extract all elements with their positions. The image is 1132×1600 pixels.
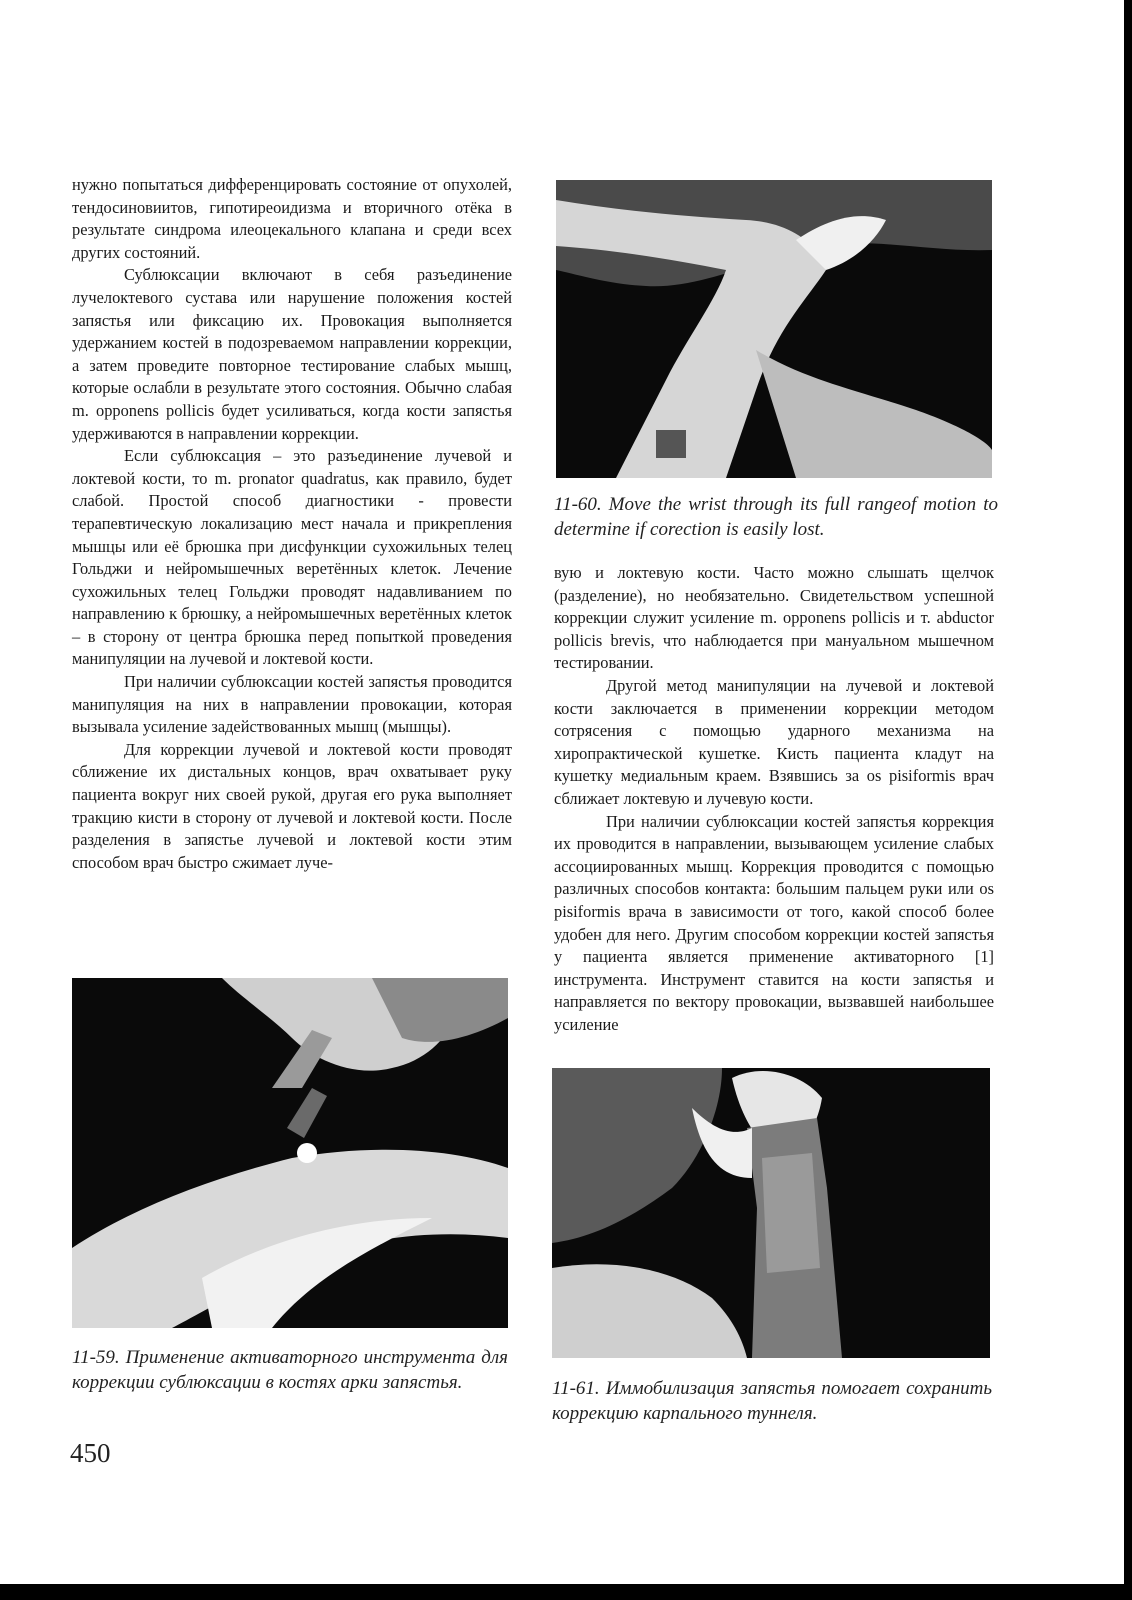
paragraph: Сублюксации включают в себя разъединение лучелоктевого сустава или нарушение положения костей запястья или фиксацию их. Провокация выполняется удержанием костей в подозреваемом направлении коррекции, а затем проведите повторное тестирование слабых мышц, которые ослабли в результате этого состояния. Обычно слабая m. opponens pollicis будет усиливаться, когда кости запястья удерживаются в направлении коррекции. bbox=[72, 265, 512, 443]
figure-11-61-photo bbox=[552, 1068, 990, 1358]
figure-11-61-caption: 11-61. Иммобилизация запястья помогает сохранить коррекцию карпального туннеля. bbox=[552, 1378, 992, 1424]
paragraph: Если сублюксация – это разъединение лучевой и локтевой кости, то m. pronator quadratus, как правило, будет слабой. Простой способ диагностики - провести терапевтическую локализацию мест начала и прикрепления мышцы или её брюшка при дисфункции сухожильных телец Гольджи и нейромышечных веретённых клеток. Лечение сухожильных телец Гольджи проводят надавливанием по направлению к брюшку, а нейромышечных веретённых клеток – в сторону от центра брюшка перед попыткой проведения манипуляции на лучевой и локтевой кости. bbox=[72, 446, 512, 669]
paragraph: При наличии сублюксации костей запястья проводится манипуляция на них в направлении провокации, которая вызывала усиление задействованных мышц (мышцы). bbox=[72, 672, 512, 737]
scan-border-right bbox=[1124, 0, 1132, 1600]
paragraph: Другой метод манипуляции на лучевой и локтевой кости заключается в применении коррекции методом сотрясения с помощью ударного механизма на хиропрактической кушетке. Кисть пациента кладут на кушетку медиальным краем. Взявшись за os pisiformis врач сближает локтевую и лучевую кости. bbox=[554, 675, 994, 808]
figure-11-60-caption: 11-60. Move the wrist through its full rangeof motion to determine if corection is easily lost. bbox=[554, 494, 998, 540]
right-text-column bbox=[554, 562, 994, 1036]
paragraph: нужно попытаться дифференцировать состояние от опухолей, тендосиновиитов, гипотиреоидизма и вторичного отёка в результате синдрома илеоцекального клапана и среди всех других состояний. bbox=[72, 175, 512, 262]
scan-border-bottom bbox=[0, 1584, 1132, 1600]
paragraph: При наличии сублюксации костей запястья коррекция их проводится в направлении, вызывающем усиление слабых ассоциированных мышц. Коррекция проводится с помощью различных способов контакта: большим пальцем руки или os pisiformis врача в зависимости от того, какой способ более удобен для него. Другим способом коррекции костей запястья у пациента является применение активаторного [1] инструмента. Инструмент ставится на кости запястья и направляется по вектору провокации, вызвавшей наибольшее усиление bbox=[554, 811, 994, 1034]
figure-11-59-caption: 11-59. Применение активаторного инструмента для коррекции сублюксации в костях арки запястья. bbox=[72, 1347, 508, 1393]
left-text-column bbox=[72, 174, 512, 874]
page-number: 450 bbox=[70, 1438, 111, 1468]
paragraph: вую и локтевую кости. Часто можно слышать щелчок (разделение), но необязательно. Свидетельством успешной коррекции служит усиление m. opponens pollicis и т. abductor pollicis brevis, что наблюдается при мануальном мышечном тестировании. bbox=[554, 563, 994, 673]
figure-11-60-photo bbox=[556, 180, 992, 478]
paragraph: Для коррекции лучевой и локтевой кости проводят сближение их дистальных концов, врач охватывает руку пациента вокруг них своей рукой, другая его рука выполняет тракцию кисти в сторону от лучевой и локтевой кости. После разделения в запястье лучевой и локтевой кости этим способом врач быстро сжимает луче- bbox=[72, 739, 512, 872]
figure-11-59-photo bbox=[72, 978, 508, 1328]
